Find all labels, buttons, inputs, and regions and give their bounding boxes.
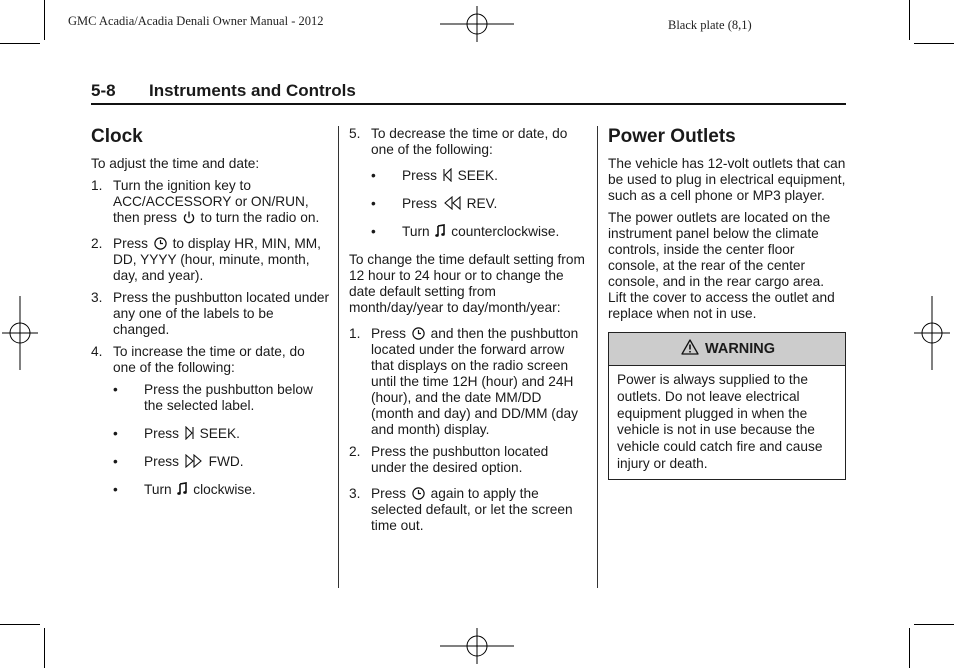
crop-mark [0,43,40,44]
bullet: • [113,454,118,469]
step-text: Turn the ignition key to ACC/ACCESSORY or ON/RUN, then press [113,178,309,225]
step-text: Press [371,486,406,501]
clock-step-5 [349,126,587,240]
clock-step-3 [91,290,331,338]
bullet-text: Press [402,196,437,211]
crop-mark [44,0,45,40]
step-number: 3. [91,290,103,305]
bullet-text: REV. [466,196,498,211]
bullet-text: counterclockwise. [451,224,560,239]
seek-down-icon [443,168,452,182]
step-text: to display HR, MIN, MM, DD, YYYY (hour, minute, month, day, and year). [113,236,321,283]
default-step-3 [349,486,587,534]
tune-knob-icon [435,224,445,238]
change-default-text: To change the time default setting from 12 hour to 24 hour or to change the date default setting from month/day/year to day/month/year: [349,252,585,315]
bullet-text: Press the pushbutton below the selected label. [144,382,313,413]
step-number: 4. [91,344,103,359]
step-number: 1. [91,178,103,193]
crop-mark [909,628,910,668]
step-number: 2. [349,444,361,459]
bullet-text: SEEK. [199,426,240,441]
list-item [371,196,587,212]
bullet: • [371,168,376,183]
column-power-outlets [608,126,846,480]
clock-step-2 [91,236,331,284]
bullet-text: SEEK. [457,168,498,183]
power-outlets-p2: The power outlets are located on the instrument panel below the climate controls, inside the center floor console, at the rear of the center console, and in the rear cargo area. Lift the cover to access the outlet and replace when not in use. [608,210,835,321]
step-text: Press [371,326,406,341]
list-item [371,168,587,184]
section-title: Instruments and Controls [149,81,356,100]
page-number: 5-8 [91,81,116,100]
step-number: 2. [91,236,103,251]
bullet: • [113,426,118,441]
list-item [113,482,331,498]
crop-mark [909,0,910,40]
warning-text: Power is always supplied to the outlets. Do not leave electrical equipment plugged in when the vehicle is not in use because the vehicle could catch fire and cause injury or death. [617,372,823,471]
section-header [91,81,846,105]
bullet-text: Turn [402,224,430,239]
crop-mark [0,624,40,625]
rewind-icon [443,196,461,210]
step-text: Press [113,236,148,251]
manual-title: GMC Acadia/Acadia Denali Owner Manual - 2012 [68,14,324,28]
bullet-text: Turn [144,482,172,497]
bullet-text: clockwise. [193,482,256,497]
registration-mark [914,296,950,370]
step-text: To increase the time or date, do one of the following: [113,344,305,375]
step-text: and then the pushbutton located under the forward arrow that displays on the radio screen until the time 12H (hour) and 24H (hour), and the date MM/DD (month and day) and DD/MM (day and month) display. [371,326,579,437]
column-divider [338,126,339,588]
step-number: 1. [349,326,361,341]
column-divider [597,126,598,588]
bullet-text: Press [144,426,179,441]
seek-up-icon [185,426,194,440]
list-item [113,426,331,442]
step-number: 3. [349,486,361,501]
step-text: Press the pushbutton located under any one of the labels to be changed. [113,290,330,337]
step-text: To decrease the time or date, do one of the following: [371,126,568,157]
step-text: Press the pushbutton located under the desired option. [371,444,549,475]
bullet: • [113,482,118,497]
clock-intro: To adjust the time and date: [91,156,260,171]
power-icon [183,211,195,224]
bullet: • [371,196,376,211]
default-step-1 [349,326,587,438]
warning-box [608,332,846,480]
registration-mark [2,296,38,370]
step-text: again to apply the selected default, or let the screen time out. [371,486,573,533]
warning-label: WARNING [704,341,776,357]
clock-heading: Clock [91,126,143,147]
column-clock-continued [349,126,587,540]
step-text: to turn the radio on. [200,210,320,225]
clock-icon [412,487,425,500]
tune-knob-icon [177,482,187,496]
bullet-text: Press [402,168,437,183]
warning-header [609,333,845,366]
column-clock [91,126,331,510]
crop-mark [914,624,954,625]
step-number: 5. [349,126,361,141]
default-step-2 [349,444,587,476]
warning-triangle-icon [681,339,699,355]
power-outlets-heading: Power Outlets [608,126,736,147]
bullet-text: Press [144,454,179,469]
bullet: • [371,224,376,239]
list-item [371,224,587,240]
crop-mark [914,43,954,44]
clock-step-4 [91,344,331,498]
clock-step-1 [91,178,331,226]
list-item [113,454,331,470]
bullet-text: FWD. [208,454,244,469]
registration-mark [440,628,514,664]
power-outlets-p1: The vehicle has 12-volt outlets that can be used to plug in electrical equipment, such as a cell phone or MP3 player. [608,156,846,203]
clock-icon [154,237,167,250]
list-item [113,382,331,414]
registration-mark [440,6,514,42]
crop-mark [44,628,45,668]
clock-icon [412,327,425,340]
plate-label: Black plate (8,1) [668,18,752,32]
fast-forward-icon [185,454,203,468]
bullet: • [113,382,118,397]
